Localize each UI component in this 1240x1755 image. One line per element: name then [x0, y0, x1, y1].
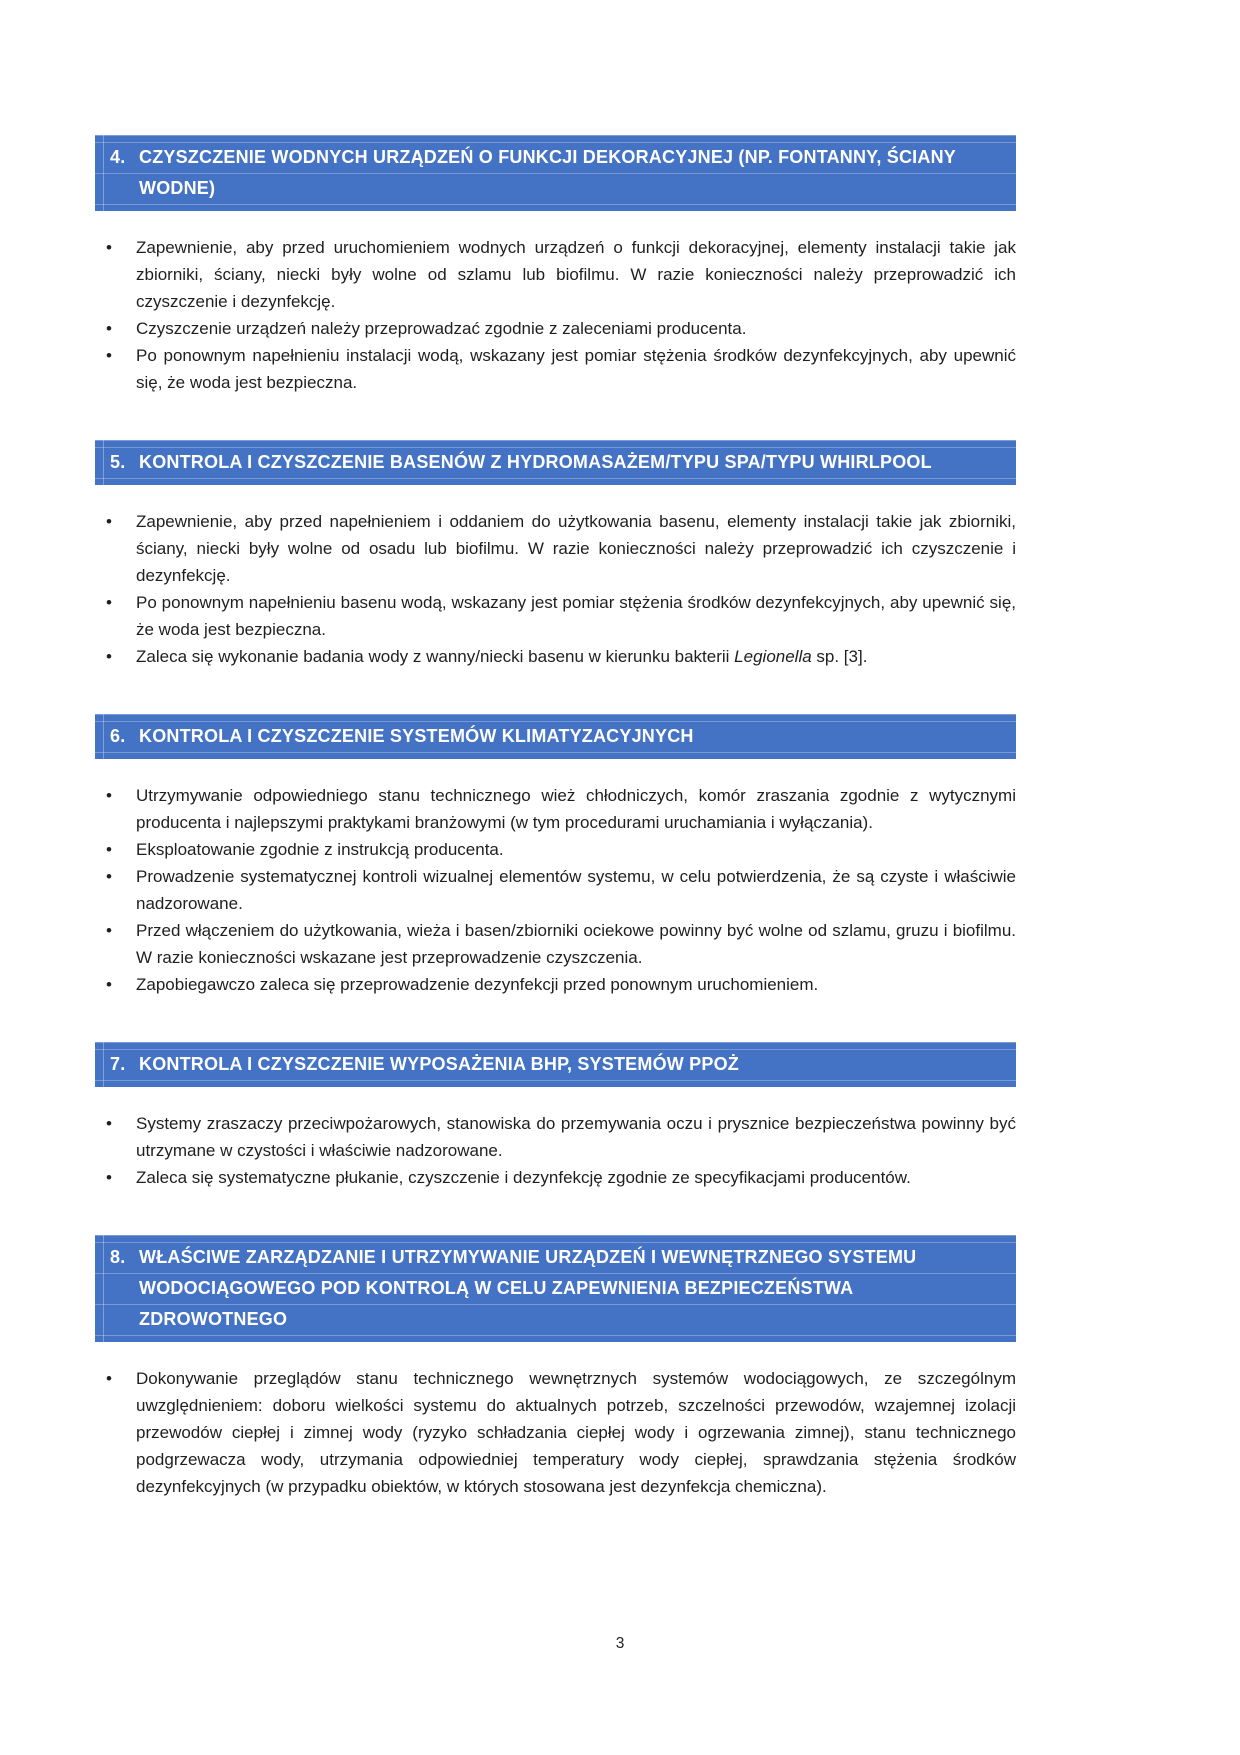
bullet-dot-icon: •: [106, 1168, 112, 1187]
bullet-text: Po ponownym napełnieniu instalacji wodą, wskazany jest pomiar stężenia środków dezynfekcyjnych, aby upewnić się, że woda jest bezpieczna.: [136, 346, 1016, 392]
bullet-dot-icon: •: [106, 512, 112, 531]
bullet-text: Czyszczenie urządzeń należy przeprowadzać zgodnie z zaleceniami producenta.: [136, 319, 747, 338]
section-number: 4.: [110, 147, 126, 167]
bullet-item: [95, 917, 1016, 971]
bullet-dot-icon: •: [106, 921, 112, 940]
section-number: 6.: [110, 726, 126, 746]
bullet-item: [95, 1164, 1016, 1191]
bullet-item: [95, 643, 1016, 670]
bullet-item: [95, 782, 1016, 836]
bullet-text: Eksploatowanie zgodnie z instrukcją producenta.: [136, 840, 504, 859]
bullet-item: [95, 836, 1016, 863]
bullet-text: Po ponownym napełnieniu basenu wodą, wskazany jest pomiar stężenia środków dezynfekcyjnych, aby upewnić się, że woda jest bezpieczna.: [136, 593, 1016, 639]
section-title: KONTROLA I CZYSZCZENIE WYPOSAŻENIA BHP, SYSTEMÓW PPOŻ: [139, 1054, 739, 1074]
bullet-item: [95, 234, 1016, 315]
bullet-text: Zapobiegawczo zaleca się przeprowadzenie dezynfekcji przed ponownym uruchomieniem.: [136, 975, 819, 994]
section-heading-7: [95, 1042, 1016, 1087]
bullet-text-italic: Legionella: [734, 647, 812, 666]
bullet-dot-icon: •: [106, 786, 112, 805]
bullet-dot-icon: •: [106, 1369, 112, 1388]
bullet-item: [95, 342, 1016, 396]
bullet-item: [95, 1365, 1016, 1500]
bullet-dot-icon: •: [106, 593, 112, 612]
bullet-text: Przed włączeniem do użytkowania, wieża i basen/zbiorniki ociekowe powinny być wolne od szlamu, gruzu i biofilmu. W razie konieczności wskazane jest przeprowadzenie czyszczenia.: [136, 921, 1016, 967]
bullet-text: Systemy zraszaczy przeciwpożarowych, stanowiska do przemywania oczu i prysznice bezpieczeństwa powinny być utrzymane w czystości i właściwie nadzorowane.: [136, 1114, 1016, 1160]
bullet-dot-icon: •: [106, 1114, 112, 1133]
section-number: 7.: [110, 1054, 126, 1074]
section-heading-4: [95, 135, 1016, 211]
bullet-dot-icon: •: [106, 840, 112, 859]
bullet-text: Zaleca się systematyczne płukanie, czyszczenie i dezynfekcję zgodnie ze specyfikacjami producentów.: [136, 1168, 911, 1187]
section-heading-8: [95, 1235, 1016, 1342]
bullet-text-pre: Zaleca się wykonanie badania wody z wanny/niecki basenu w kierunku bakterii: [136, 647, 735, 666]
bullet-item: [95, 315, 1016, 342]
document-content: [95, 135, 1016, 1544]
bullet-list-6: [95, 782, 1016, 998]
bullet-item: [95, 971, 1016, 998]
page-number: 3: [615, 1635, 625, 1652]
bullet-dot-icon: •: [106, 975, 112, 994]
bullet-item: [95, 508, 1016, 589]
bullet-list-8: [95, 1365, 1016, 1500]
bullet-text: [136, 647, 867, 666]
section-title: CZYSZCZENIE WODNYCH URZĄDZEŃ O FUNKCJI DEKORACYJNEJ (NP. FONTANNY, ŚCIANY WODNE): [139, 147, 956, 198]
bullet-text: Dokonywanie przeglądów stanu technicznego wewnętrznych systemów wodociągowych, ze szczególnym uwzględnieniem: doboru wielkości systemu do aktualnych potrzeb, szczelności przewodów, wzajemnej izolacji przewodów ciepłej i zimnej wody (ryzyko schładzania ciepłej wody i ogrzewania zimnej), stanu technicznego podgrzewacza wody, utrzymania odpowiedniej temperatury wody ciepłej, sprawdzania stężenia środków dezynfekcyjnych (w przypadku obiektów, w których stosowana jest dezynfekcja chemiczna).: [136, 1369, 1016, 1496]
bullet-text: Utrzymywanie odpowiedniego stanu technicznego wież chłodniczych, komór zraszania zgodnie z wytycznymi producenta i najlepszymi praktykami branżowymi (w tym procedurami uruchamiania i wyłączania).: [136, 786, 1016, 832]
bullet-text: Prowadzenie systematycznej kontroli wizualnej elementów systemu, w celu potwierdzenia, że są czyste i właściwie nadzorowane.: [136, 867, 1016, 913]
bullet-item: [95, 589, 1016, 643]
section-title: KONTROLA I CZYSZCZENIE SYSTEMÓW KLIMATYZACYJNYCH: [139, 726, 694, 746]
section-title: KONTROLA I CZYSZCZENIE BASENÓW Z HYDROMASAŻEM/TYPU SPA/TYPU WHIRLPOOL: [139, 452, 932, 472]
section-number: 5.: [110, 452, 126, 472]
bullet-dot-icon: •: [106, 319, 112, 338]
section-number: 8.: [110, 1247, 126, 1267]
bullet-text-post: sp. [3].: [811, 647, 868, 666]
bullet-text: Zapewnienie, aby przed napełnieniem i oddaniem do użytkowania basenu, elementy instalacji takie jak zbiorniki, ściany, niecki były wolne od osadu lub biofilmu. W razie konieczności należy przeprowadzić ich czyszczenie i dezynfekcję.: [136, 512, 1016, 585]
bullet-list-4: [95, 234, 1016, 396]
bullet-item: [95, 863, 1016, 917]
bullet-list-7: [95, 1110, 1016, 1191]
bullet-dot-icon: •: [106, 346, 112, 365]
bullet-dot-icon: •: [106, 867, 112, 886]
bullet-item: [95, 1110, 1016, 1164]
bullet-dot-icon: •: [106, 647, 112, 666]
section-heading-5: [95, 440, 1016, 485]
bullet-list-5: [95, 508, 1016, 670]
bullet-dot-icon: •: [106, 238, 112, 257]
bullet-text: Zapewnienie, aby przed uruchomieniem wodnych urządzeń o funkcji dekoracyjnej, elementy instalacji takie jak zbiorniki, ściany, niecki były wolne od szlamu lub biofilmu. W razie konieczności należy przeprowadzić ich czyszczenie i dezynfekcję.: [136, 238, 1016, 311]
section-title: WŁAŚCIWE ZARZĄDZANIE I UTRZYMYWANIE URZĄDZEŃ I WEWNĘTRZNEGO SYSTEMU WODOCIĄGOWEGO POD KONTROLĄ W CELU ZAPEWNIENIA BEZPIECZEŃSTWA ZDROWOTNEGO: [139, 1247, 917, 1329]
section-heading-6: [95, 714, 1016, 759]
